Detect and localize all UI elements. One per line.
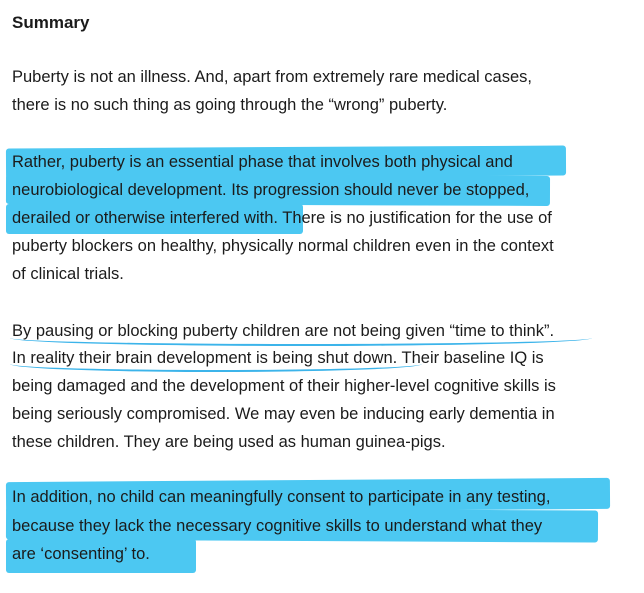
paragraph-line: these children. They are being used as human guinea-pigs. — [12, 433, 446, 451]
paragraph-line: Rather, puberty is an essential phase that involves both physical and — [12, 153, 513, 171]
paragraph-line: puberty blockers on healthy, physically normal children even in the context — [12, 237, 554, 255]
paragraph-line: By pausing or blocking puberty children are not being given “time to think”. — [12, 322, 555, 340]
paragraph-line: there is no such thing as going through the “wrong” puberty. — [12, 96, 448, 114]
paragraph-line: neurobiological development. Its progression should never be stopped, — [12, 181, 530, 199]
paragraph-line: are ‘consenting’ to. — [12, 545, 150, 563]
paragraph-line: because they lack the necessary cognitive skills to understand what they — [12, 517, 543, 535]
paragraph-line: being seriously compromised. We may even be inducing early dementia in — [12, 405, 555, 423]
paragraph-line: derailed or otherwise interfered with. There is no justification for the use of — [12, 209, 552, 227]
section-heading: Summary — [12, 13, 90, 32]
paragraph-line: In addition, no child can meaningfully consent to participate in any testing, — [12, 488, 551, 506]
paragraph-line: of clinical trials. — [12, 265, 124, 283]
paragraph-line: In reality their brain development is being shut down. Their baseline IQ is — [12, 349, 544, 367]
paragraph-line: Puberty is not an illness. And, apart from extremely rare medical cases, — [12, 68, 532, 86]
paragraph-line: being damaged and the development of their higher-level cognitive skills is — [12, 377, 556, 395]
